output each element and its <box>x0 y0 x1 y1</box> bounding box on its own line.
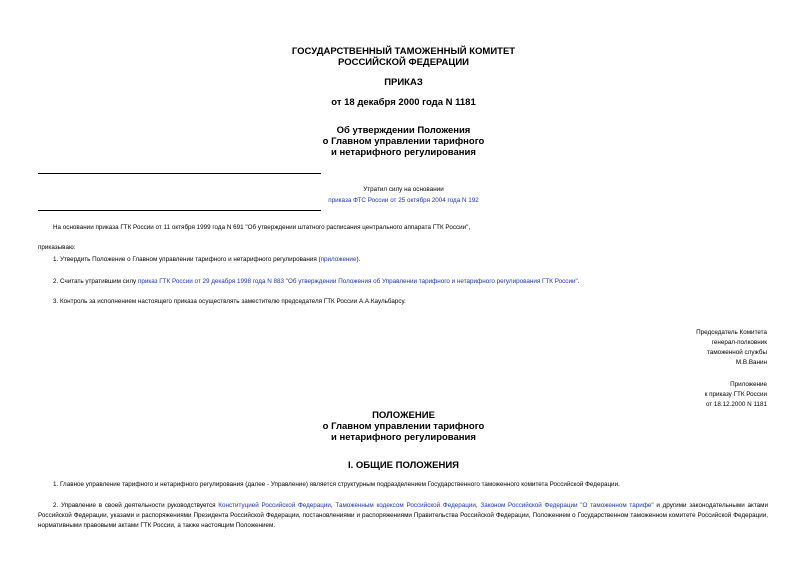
void-note-link[interactable]: приказа ФТС России от 25 октября 2004 года N 192 <box>328 197 479 204</box>
divider-bottom <box>38 210 321 211</box>
regulation-title2: о Главном управлении тарифного <box>322 421 485 432</box>
regulation-title3: и нетарифного регулирования <box>331 432 476 443</box>
header-title-line3: и нетарифного регулирования <box>331 147 476 158</box>
section-heading: I. ОБЩИЕ ПОЛОЖЕНИЯ <box>348 460 459 471</box>
link-order-883[interactable]: приказ ГТК России от 29 декабря 1998 года N 883 "Об утверждении Положения об Управлении тарифного и нетарифного регулирования ГТК России" <box>137 278 578 285</box>
item-1: 1. Утвердить Положение о Главном управлении тарифного и нетарифного регулирования (приложение). <box>53 256 361 263</box>
header-doc-type: ПРИКАЗ <box>384 77 423 88</box>
regulation-paragraph-1: 1. Главное управление тарифного и нетарифного регулирования (далее - Управление) является структурным подразделением Государственного таможенного комитета Российской Федерации. <box>53 481 620 488</box>
link-customs-tariff-law[interactable]: Законом Российской Федерации "О таможенном тарифе" <box>480 502 654 509</box>
item-2: 2. Считать утратившим силу приказ ГТК России от 29 декабря 1998 года N 883 "Об утверждении Положения об Управлении тарифного и нетарифного регулирования ГТК России". <box>53 278 580 285</box>
appendix-line2: к приказу ГТК России <box>704 391 767 398</box>
regulation-title1: ПОЛОЖЕНИЕ <box>372 410 435 421</box>
order-word: приказываю: <box>38 244 76 251</box>
appendix-line1: Приложение <box>730 381 767 388</box>
header-title-line1: Об утверждении Положения <box>336 125 471 136</box>
link-appendix[interactable]: приложение <box>320 256 357 263</box>
divider-top <box>38 173 321 174</box>
header-org-line2: РОССИЙСКОЙ ФЕДЕРАЦИИ <box>337 57 469 68</box>
header-org-line1: ГОСУДАРСТВЕННЫЙ ТАМОЖЕННЫЙ КОМИТЕТ <box>291 46 516 57</box>
header-date-number: от 18 декабря 2000 года N 1181 <box>331 97 476 108</box>
signature-line2: генерал-полковник <box>711 339 767 346</box>
link-customs-code[interactable]: Таможенным кодексом Российской Федерации <box>335 502 476 509</box>
void-note-text: Утратил силу на основании <box>363 186 444 193</box>
basis-paragraph: На основании приказа ГТК России от 11 октября 1999 года N 691 "Об утверждении штатного расписания центрального аппарата ГТК России", <box>53 224 471 231</box>
link-constitution[interactable]: Конституцией Российской Федерации <box>218 502 331 509</box>
regulation-paragraph-2: 2. Управление в своей деятельности руководствуется Конституцией Российской Федерации, Таможенным кодексом Российской Федерации, Законом Российской Федерации "О таможенном тарифе" и другими законодательными актами Российской Федерации, указами и распоряжениями Президента Российской Федерации, постановлениями и распоряжениями Правительства Российской Федерации, Положением о Государственном таможенном комитете Российской Федерации, нормативными правовыми актами ГТК России, а также настоящим Положением. <box>38 502 768 529</box>
signature-name: М.В.Ванин <box>735 359 767 366</box>
item-3: 3. Контроль за исполнением настоящего приказа осуществлять заместителю председателя ГТК России А.А.Каульбарсу. <box>53 298 406 305</box>
appendix-line3: от 18.12.2000 N 1181 <box>705 401 767 408</box>
signature-line3: таможенной службы <box>707 349 767 356</box>
signature-line1: Председатель Комитета <box>696 329 767 336</box>
header-title-line2: о Главном управлении тарифного <box>322 136 485 147</box>
